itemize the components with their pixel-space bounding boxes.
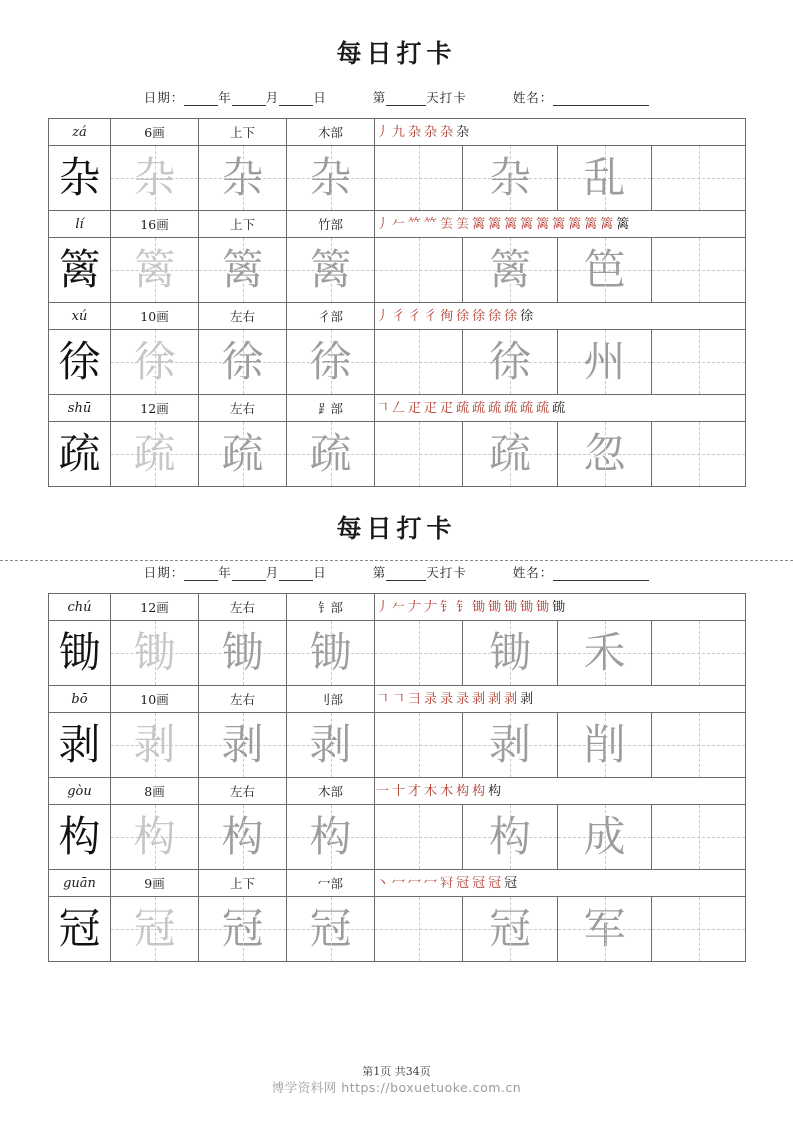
pinyin-cell: bō	[49, 686, 111, 713]
word-character-1[interactable]: 构	[488, 812, 531, 861]
stroke-order-steps	[375, 303, 745, 329]
stroke-step: 锄	[552, 599, 566, 615]
blank-practice-cell[interactable]	[652, 805, 745, 869]
radical-cell: 冖部	[287, 870, 375, 897]
word-character-1[interactable]: 篱	[488, 245, 531, 294]
word-character-1[interactable]: 杂	[488, 153, 531, 202]
stroke-step: 钅	[456, 599, 470, 615]
stroke-step: 剥	[504, 691, 518, 707]
practice-sheet-page-1	[0, 0, 793, 487]
info-row	[49, 119, 746, 146]
trace-character[interactable]: 徐	[309, 337, 352, 386]
stroke-step: 篱	[584, 216, 598, 232]
radical-cell: 刂部	[287, 686, 375, 713]
page-title-2: 每日打卡	[336, 514, 457, 543]
writing-row	[49, 238, 746, 303]
word-character-2[interactable]: 削	[583, 720, 626, 769]
stroke-step: 𠃍	[376, 400, 390, 416]
blank-practice-cell[interactable]	[375, 805, 462, 869]
stroke-step: 疏	[520, 400, 534, 416]
pinyin-cell: chú	[49, 594, 111, 621]
word-character-2[interactable]: 忽	[583, 429, 626, 478]
date-day-blank-2[interactable]	[279, 567, 313, 581]
count-suffix-2: 天打卡	[426, 565, 467, 580]
blank-practice-cell[interactable]	[375, 238, 462, 302]
watermark: 博学资料网 https://boxuetuoke.com.cn	[271, 1080, 522, 1095]
stroke-step: 锄	[520, 599, 534, 615]
stroke-step: 录	[440, 691, 454, 707]
stroke-step: 杂	[440, 124, 454, 140]
writing-row	[49, 805, 746, 870]
trace-character[interactable]: 冠	[221, 904, 264, 953]
stroke-count-cell: 10画	[111, 686, 199, 713]
stroke-step: 录	[456, 691, 470, 707]
info-row	[49, 395, 746, 422]
word-character-2[interactable]: 乱	[583, 153, 626, 202]
blank-practice-cell[interactable]	[652, 238, 745, 302]
structure-cell: 上下	[199, 119, 287, 146]
trace-character[interactable]: 剥	[221, 720, 264, 769]
stroke-step: 剥	[472, 691, 486, 707]
stroke-step: 剥	[488, 691, 502, 707]
meta-row-1	[48, 88, 745, 106]
stroke-step: 𠂉	[392, 216, 406, 232]
stroke-order-steps	[375, 870, 745, 896]
year-unit-2: 年	[218, 565, 232, 580]
practice-grid-2	[48, 593, 746, 962]
blank-practice-cell[interactable]	[375, 897, 462, 961]
info-row	[49, 870, 746, 897]
stroke-step: 构	[472, 783, 486, 799]
structure-cell: 左右	[199, 686, 287, 713]
practice-grid-1	[48, 118, 746, 487]
stroke-step: 录	[424, 691, 438, 707]
stroke-step: 冖	[408, 875, 422, 891]
month-unit-1: 月	[265, 90, 280, 105]
stroke-step: 𠃍	[376, 691, 390, 707]
structure-cell: 左右	[199, 395, 287, 422]
pinyin-cell: guān	[49, 870, 111, 897]
stroke-count-cell: 12画	[111, 395, 199, 422]
stroke-step: 篱	[504, 216, 518, 232]
stroke-step: 锄	[488, 599, 502, 615]
stroke-step: 𥬔	[456, 216, 470, 232]
trace-character[interactable]: 剥	[133, 720, 176, 769]
stroke-step: 𠃋	[392, 400, 406, 416]
stroke-step: 𠃍	[392, 691, 406, 707]
model-character: 篱	[58, 245, 101, 294]
stroke-step: 徇	[440, 308, 454, 324]
word-character-2[interactable]: 州	[583, 337, 626, 386]
stroke-step: 杂	[408, 124, 422, 140]
model-character: 疏	[58, 429, 101, 478]
trace-character[interactable]: 杂	[221, 153, 264, 202]
radical-cell: 彳部	[287, 303, 375, 330]
blank-practice-cell[interactable]	[375, 330, 462, 394]
radical-cell: 竹部	[287, 211, 375, 238]
stroke-step: 冠	[472, 875, 486, 891]
trace-character[interactable]: 徐	[221, 337, 264, 386]
trace-character[interactable]: 锄	[221, 628, 264, 677]
name-label-1: 姓名：	[512, 90, 554, 105]
word-character-1[interactable]: 剥	[488, 720, 531, 769]
stroke-order-steps	[375, 594, 745, 620]
stroke-step: 冠	[504, 875, 518, 891]
info-row	[49, 686, 746, 713]
day-count-blank-1[interactable]	[386, 92, 426, 106]
word-character-2[interactable]: 笆	[583, 245, 626, 294]
stroke-order-steps	[375, 395, 745, 421]
trace-character[interactable]: 疏	[221, 429, 264, 478]
year-unit-1: 年	[218, 90, 232, 105]
pinyin-cell: zá	[49, 119, 111, 146]
word-character-2[interactable]: 成	[583, 812, 626, 861]
stroke-step: 𠂉	[392, 599, 406, 615]
trace-character[interactable]: 剥	[309, 720, 352, 769]
blank-practice-cell[interactable]	[652, 330, 745, 394]
date-month-blank-2[interactable]	[232, 567, 266, 581]
blank-practice-cell[interactable]	[652, 422, 745, 486]
blank-practice-cell[interactable]	[375, 422, 462, 486]
radical-cell: ⻊部	[287, 395, 375, 422]
stroke-order-steps	[375, 119, 745, 145]
count-suffix-1: 天打卡	[426, 90, 467, 105]
stroke-step: 十	[392, 783, 406, 799]
stroke-count-cell: 6画	[111, 119, 199, 146]
stroke-step: 篱	[536, 216, 550, 232]
stroke-step: 剥	[520, 691, 534, 707]
stroke-order-cell	[375, 686, 746, 713]
day-unit-1: 日	[313, 90, 327, 105]
stroke-order-cell	[375, 778, 746, 805]
trace-character[interactable]: 杂	[133, 153, 176, 202]
name-label-2: 姓名：	[512, 565, 554, 580]
stroke-count-cell: 10画	[111, 303, 199, 330]
radical-cell: 木部	[287, 778, 375, 805]
stroke-step: 锄	[504, 599, 518, 615]
stroke-step: 徐	[504, 308, 518, 324]
stroke-order-steps	[375, 211, 745, 237]
stroke-step: 冖	[392, 875, 406, 891]
trace-character[interactable]: 篱	[309, 245, 352, 294]
stroke-step: 木	[440, 783, 454, 799]
stroke-step: 疏	[536, 400, 550, 416]
stroke-step: 才	[408, 783, 422, 799]
stroke-step: 𠂇	[424, 599, 438, 615]
stroke-step: 篱	[488, 216, 502, 232]
stroke-step: 丿	[376, 308, 390, 324]
writing-row	[49, 422, 746, 487]
trace-character[interactable]: 篱	[133, 245, 176, 294]
trace-character[interactable]: 锄	[309, 628, 352, 677]
word-character-1[interactable]: 锄	[488, 628, 531, 677]
stroke-order-steps	[375, 778, 745, 804]
stroke-order-cell	[375, 594, 746, 621]
trace-character[interactable]: 疏	[309, 429, 352, 478]
stroke-order-cell	[375, 395, 746, 422]
word-character-2[interactable]: 军	[583, 904, 626, 953]
stroke-step: 冖	[424, 875, 438, 891]
structure-cell: 左右	[199, 594, 287, 621]
stroke-step: 徐	[488, 308, 502, 324]
stroke-step: 篱	[552, 216, 566, 232]
trace-character[interactable]: 构	[221, 812, 264, 861]
stroke-step: 𥫗	[424, 216, 438, 232]
structure-cell: 上下	[199, 211, 287, 238]
stroke-step: 徐	[520, 308, 534, 324]
model-character: 构	[58, 812, 101, 861]
stroke-order-cell	[375, 870, 746, 897]
info-row	[49, 594, 746, 621]
trace-character[interactable]: 构	[133, 812, 176, 861]
word-character-1[interactable]: 徐	[488, 337, 531, 386]
stroke-count-cell: 9画	[111, 870, 199, 897]
stroke-order-cell	[375, 119, 746, 146]
stroke-step: 杂	[456, 124, 470, 140]
date-label-1: 日期：	[143, 90, 185, 105]
page-title-1: 每日打卡	[336, 39, 457, 68]
stroke-step: 篱	[472, 216, 486, 232]
stroke-step: 疏	[504, 400, 518, 416]
practice-sheet-page-2	[0, 487, 793, 962]
stroke-step: 疋	[408, 400, 422, 416]
stroke-step: 彳	[392, 308, 406, 324]
word-character-1[interactable]: 冠	[488, 904, 531, 953]
trace-character[interactable]: 构	[309, 812, 352, 861]
model-character: 剥	[58, 720, 101, 769]
radical-cell: 钅部	[287, 594, 375, 621]
date-day-blank-1[interactable]	[279, 92, 313, 106]
stroke-step: 构	[456, 783, 470, 799]
model-character: 冠	[58, 904, 101, 953]
stroke-step: 丶	[376, 875, 390, 891]
stroke-order-cell	[375, 211, 746, 238]
date-year-blank-1[interactable]	[184, 92, 218, 106]
structure-cell: 左右	[199, 778, 287, 805]
blank-practice-cell[interactable]	[652, 146, 745, 210]
stroke-count-cell: 12画	[111, 594, 199, 621]
blank-practice-cell[interactable]	[375, 621, 462, 685]
stroke-step: 九	[392, 124, 406, 140]
stroke-order-steps	[375, 686, 745, 712]
stroke-step: 篱	[616, 216, 630, 232]
day-unit-2: 日	[313, 565, 327, 580]
writing-row	[49, 713, 746, 778]
stroke-step: 丿	[376, 216, 390, 232]
stroke-step: 疋	[424, 400, 438, 416]
pinyin-cell: shū	[49, 395, 111, 422]
blank-practice-cell[interactable]	[652, 897, 745, 961]
stroke-step: 徐	[456, 308, 470, 324]
name-blank-2[interactable]	[553, 567, 649, 581]
info-row	[49, 303, 746, 330]
stroke-step: 一	[376, 783, 390, 799]
stroke-step: 疋	[440, 400, 454, 416]
stroke-count-cell: 8画	[111, 778, 199, 805]
writing-row	[49, 146, 746, 211]
trace-character[interactable]: 冠	[133, 904, 176, 953]
stroke-step: 构	[488, 783, 502, 799]
stroke-step: 彳	[408, 308, 422, 324]
stroke-step: 钅	[440, 599, 454, 615]
pinyin-cell: xú	[49, 303, 111, 330]
blank-practice-cell[interactable]	[652, 621, 745, 685]
trace-character[interactable]: 锄	[133, 628, 176, 677]
word-character-2[interactable]: 禾	[583, 628, 626, 677]
blank-practice-cell[interactable]	[652, 713, 745, 777]
trace-character[interactable]: 徐	[133, 337, 176, 386]
stroke-step: 锄	[472, 599, 486, 615]
day-count-blank-2[interactable]	[386, 567, 426, 581]
date-label-2: 日期：	[143, 565, 185, 580]
trace-character[interactable]: 篱	[221, 245, 264, 294]
month-unit-2: 月	[265, 565, 280, 580]
structure-cell: 上下	[199, 870, 287, 897]
model-character: 锄	[58, 628, 101, 677]
word-character-1[interactable]: 疏	[488, 429, 531, 478]
stroke-step: 徐	[472, 308, 486, 324]
page-number: 第1页 共34页	[362, 1065, 431, 1078]
stroke-step: 丿	[376, 124, 390, 140]
stroke-step: 丿	[376, 599, 390, 615]
stroke-step: 篱	[568, 216, 582, 232]
stroke-step: 篱	[520, 216, 534, 232]
count-prefix-1: 第	[372, 90, 387, 105]
stroke-step: 疏	[552, 400, 566, 416]
stroke-step: 疏	[488, 400, 502, 416]
model-character: 杂	[58, 153, 101, 202]
stroke-step: 疏	[456, 400, 470, 416]
trace-character[interactable]: 杂	[309, 153, 352, 202]
info-row	[49, 778, 746, 805]
stroke-step: 𠂇	[408, 599, 422, 615]
trace-character[interactable]: 疏	[133, 429, 176, 478]
trace-character[interactable]: 冠	[309, 904, 352, 953]
pinyin-cell: lí	[49, 211, 111, 238]
radical-cell: 木部	[287, 119, 375, 146]
writing-row	[49, 897, 746, 962]
stroke-step: 篱	[600, 216, 614, 232]
stroke-step: 杂	[424, 124, 438, 140]
date-month-blank-1[interactable]	[232, 92, 266, 106]
meta-row-2	[48, 563, 745, 581]
stroke-count-cell: 16画	[111, 211, 199, 238]
stroke-step: 彐	[408, 691, 422, 707]
stroke-step: 木	[424, 783, 438, 799]
writing-row	[49, 621, 746, 686]
date-year-blank-2[interactable]	[184, 567, 218, 581]
model-character: 徐	[58, 337, 101, 386]
count-prefix-2: 第	[372, 565, 387, 580]
blank-practice-cell[interactable]	[375, 713, 462, 777]
stroke-step: 𥫗	[408, 216, 422, 232]
stroke-order-cell	[375, 303, 746, 330]
structure-cell: 左右	[199, 303, 287, 330]
stroke-step: 𠖌	[440, 875, 454, 891]
stroke-step: 冠	[456, 875, 470, 891]
pinyin-cell: gòu	[49, 778, 111, 805]
info-row	[49, 211, 746, 238]
name-blank-1[interactable]	[553, 92, 649, 106]
stroke-step: 𥬔	[440, 216, 454, 232]
writing-row	[49, 330, 746, 395]
stroke-step: 彳	[424, 308, 438, 324]
stroke-step: 冠	[488, 875, 502, 891]
stroke-step: 锄	[536, 599, 550, 615]
stroke-step: 疏	[472, 400, 486, 416]
blank-practice-cell[interactable]	[375, 146, 462, 210]
